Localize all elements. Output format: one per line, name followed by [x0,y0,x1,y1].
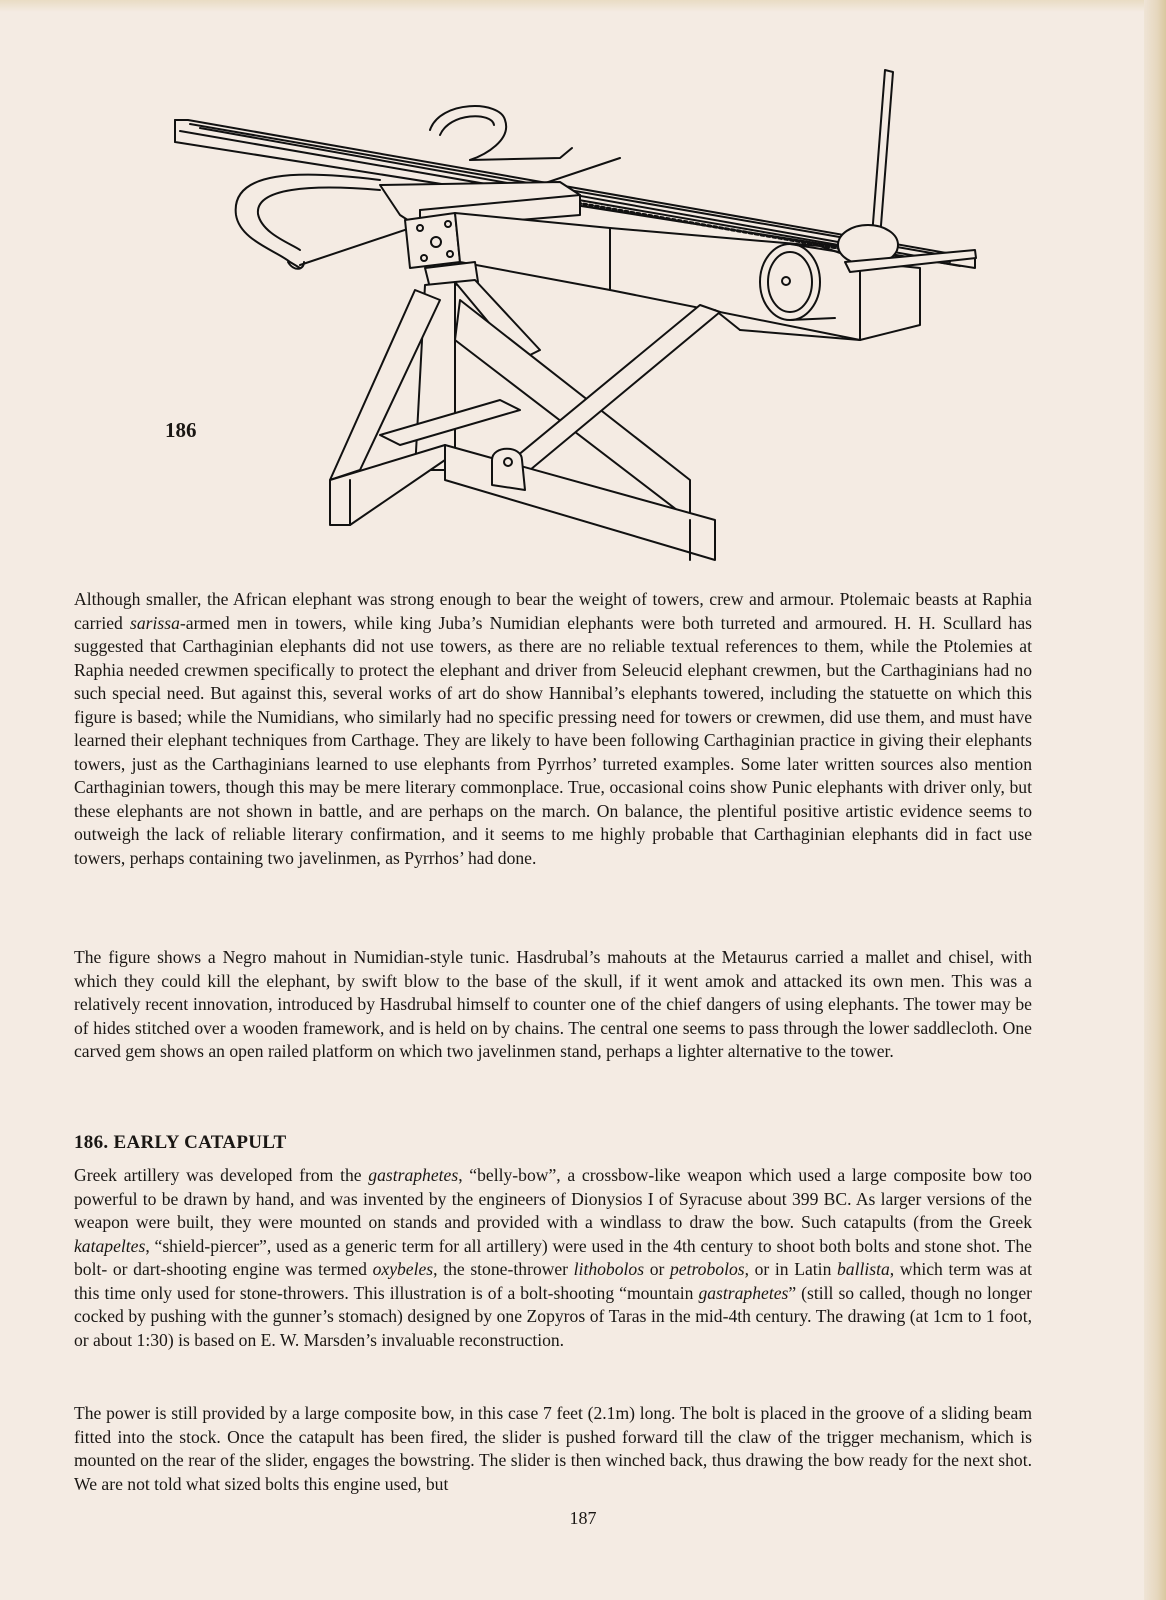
text-run: The power is still provided by a large composite bow, in this case 7 feet (2.1m) long. The bolt is placed in the groove of a sliding beam fitted into the stock. Once the catapult has been fired, the slider is pushed forward till the claw of the trigger mechanism, which is mounted on the rear of the slider, engages the bowstring. The slider is then winched back, thus drawing the bow ready for the next shot. We are not told what sized bolts this engine used, but [74,1403,1032,1494]
catapult-illustration [160,55,1010,575]
page-number: 187 [569,1508,597,1528]
text-run: or [644,1259,670,1279]
italic-term: petrobolos [669,1259,745,1279]
italic-term: lithobolos [573,1259,645,1279]
figure-number: 186 [165,418,197,442]
italic-term: katapeltes [74,1235,146,1256]
text-run: ” (still so called, though no longer cocked by pushing with the gunner’s stomach) designed by one Zopyros of Taras in the mid-4th century. The drawing (at 1cm to 1 foot, or about 1:30) is based on E. W. Marsden’s invaluable reconstruction. [74,1282,1032,1350]
italic-term: oxybeles [372,1259,434,1279]
italic-term: sarissa [130,612,180,633]
text-run: , which term was at this time only used for stone-throwers. This illustration is of a bolt-shooting “mountain [74,1259,1033,1303]
paragraph-mahout [74,946,1032,1064]
paragraph-bow-power [74,1402,1032,1496]
page-top-shadow [0,0,1166,12]
italic-term: ballista [837,1259,890,1279]
paragraph-greek-artillery [74,1164,1032,1352]
page-edge [1144,0,1166,1600]
text-run: Greek artillery was developed from the [74,1165,369,1185]
section-heading: 186. EARLY CATAPULT [74,1132,287,1153]
paragraph-elephant-towers [74,588,1032,870]
text-run: The figure shows a Negro mahout in Numidian-style tunic. Hasdrubal’s mahouts at the Metaurus carried a mallet and chisel, with which they could kill the elephant, by swift blow to the base of the skull, if it went amok and attacked its own men. This was a relatively recent innovation, introduced by Hasdrubal himself to counter one of the chief dangers of using elephants. The tower may be of hides stitched over a wooden framework, and is held on by chains. The central one seems to pass through the lower saddlecloth. One carved gem shows an open railed platform on which two javelinmen stand, perhaps a lighter alternative to the tower. [74,947,1032,1061]
text-run: Although smaller, the African elephant was strong enough to bear the weight of towers, crew and armour. Ptolemaic beasts at Raphia carried [74,589,1032,633]
text-run: -armed men in towers, while king Juba’s Numidian elephants were both turreted and armoured. H. H. Scullard has suggested that Carthaginian elephants did not use towers, as there are no reliable textual references to them, while the Ptolemies at Raphia needed crewmen specifically to protect the elephant and driver from Seleucid elephant crewmen, but the Carthaginians had no such special need. But against this, several works of art do show Hannibal’s elephants towered, including the statuette on which this figure is based; while the Numidians, who similarly had no specific pressing need for towers or crewmen, did use them, and must have learned their elephant techniques from Carthage. They are likely to have been following Carthaginian practice in giving their elephants towers, just as the Carthaginians learned to use elephants from Pyrrhos’ turreted examples. Some later written sources also mention Carthaginian towers, though this may be mere literary commonplace. True, occasional coins show Punic elephants with driver only, but these elephants are not shown in battle, and are perhaps on the march. On balance, the plentiful positive artistic evidence seems to outweigh the lack of reliable literary confirmation, and it seems to me highly probable that Carthaginian elephants did in fact use towers, perhaps containing two javelinmen, as Pyrrhos’ had done. [74,612,1033,868]
text-run: , “belly-bow”, a crossbow-like weapon which used a large composite bow too powerful to be drawn by hand, and was invented by the engineers of Dionysios I of Syracuse about 399 BC. As larger versions of the weapon were built, they were mounted on stands and provided with a windlass to draw the bow. Such catapults (from the Greek [74,1165,1032,1232]
italic-term: gastraphetes [368,1165,459,1185]
text-run: , or in Latin [744,1259,837,1279]
text-run: , “shield-piercer”, used as a generic term for all artillery) were used in the 4th century to shoot both bolts and stone shot. The bolt- or dart-shooting engine was termed [74,1235,1032,1279]
italic-term: gastraphetes [698,1282,789,1303]
text-run: , the stone-thrower [433,1259,574,1279]
